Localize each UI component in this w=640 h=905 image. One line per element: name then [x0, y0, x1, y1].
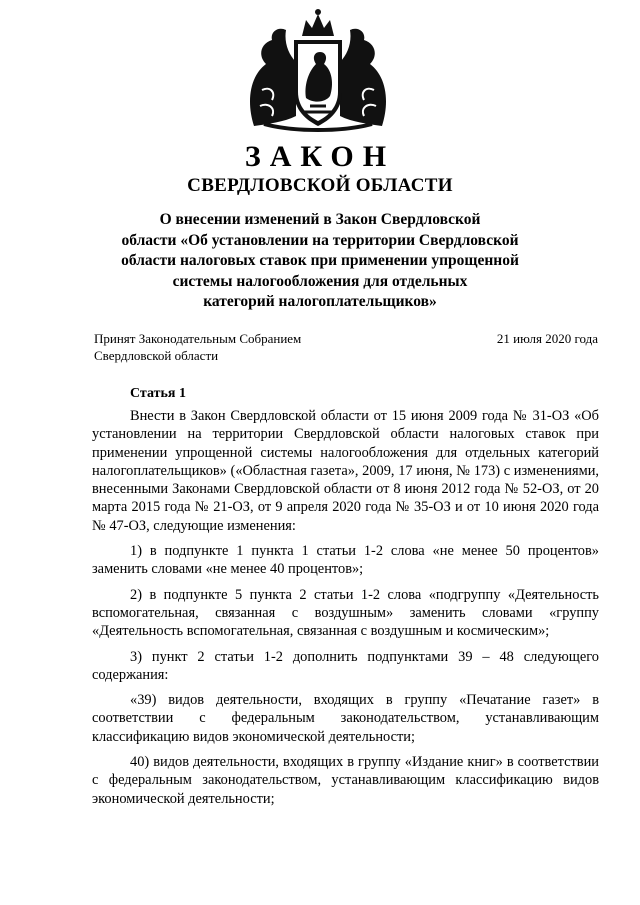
law-title: ЗАКОН: [244, 140, 396, 173]
subject-line: О внесении изменений в Закон Свердловской: [159, 211, 481, 228]
article-body: [92, 407, 599, 815]
adopted-line: Принят Законодательным Собранием: [94, 331, 302, 346]
article-paragraph: 40) видов деятельности, входящих в группу «Издание книг» в соответствии с федеральным законодательством, устанавливающим классификацию видов экономической деятельности;: [92, 754, 599, 807]
subject-line: области «Об установлении на территории Свердловской: [121, 231, 519, 249]
subject-line: системы налогообложения для отдельных: [172, 272, 468, 290]
article-paragraph: 3) пункт 2 статьи 1-2 дополнить подпунктами 39 – 48 следующего содержания:: [92, 648, 599, 683]
adopted-line: Свердловской области: [94, 348, 219, 363]
article-paragraph: «39) видов деятельности, входящих в группу «Печатание газет» в соответствии с федеральным законодательством, устанавливающим классификацию видов экономической деятельности;: [92, 692, 599, 745]
coat-of-arms-icon: [244, 6, 392, 134]
adoption-date: 21 июля 2020 года: [496, 331, 598, 346]
subject-line: категорий налогоплательщиков»: [203, 293, 437, 310]
adopted-by: [94, 330, 354, 364]
article-paragraph: 1) в подпункте 1 пункта 1 статьи 1-2 слова «не менее 50 процентов» заменить словами «не менее 40 процентов»;: [92, 543, 599, 578]
article-heading: Статья 1: [130, 386, 186, 401]
article-paragraph: Внести в Закон Свердловской области от 15 июня 2009 года № 31-ОЗ «Об установлении на территории Свердловской области налоговых ставок при применении упрощенной системы налогообложения для отдельных категорий налогоплательщиков» («Областная газета», 2009, 17 июня, № 173) с изменениями, внесенными Законами Свердловской области от 8 июня 2012 года № 52-ОЗ, от 20 марта 2015 года № 21-ОЗ, от 9 апреля 2020 года № 35-ОЗ и от 10 июня 2020 года № 47-ОЗ, следующие изменения:: [92, 408, 599, 534]
region-title: СВЕРДЛОВСКОЙ ОБЛАСТИ: [187, 175, 453, 196]
subject-line: области налоговых ставок при применении упрощенной: [121, 252, 519, 269]
law-subject: [80, 210, 560, 313]
article-paragraph: 2) в подпункте 5 пункта 2 статьи 1-2 слова «подгруппу «Деятельность вспомогательная, связанная с воздушным» заменить словами «группу «Деятельность вспомогательная, связанная с воздушным и космическим»;: [92, 586, 599, 640]
